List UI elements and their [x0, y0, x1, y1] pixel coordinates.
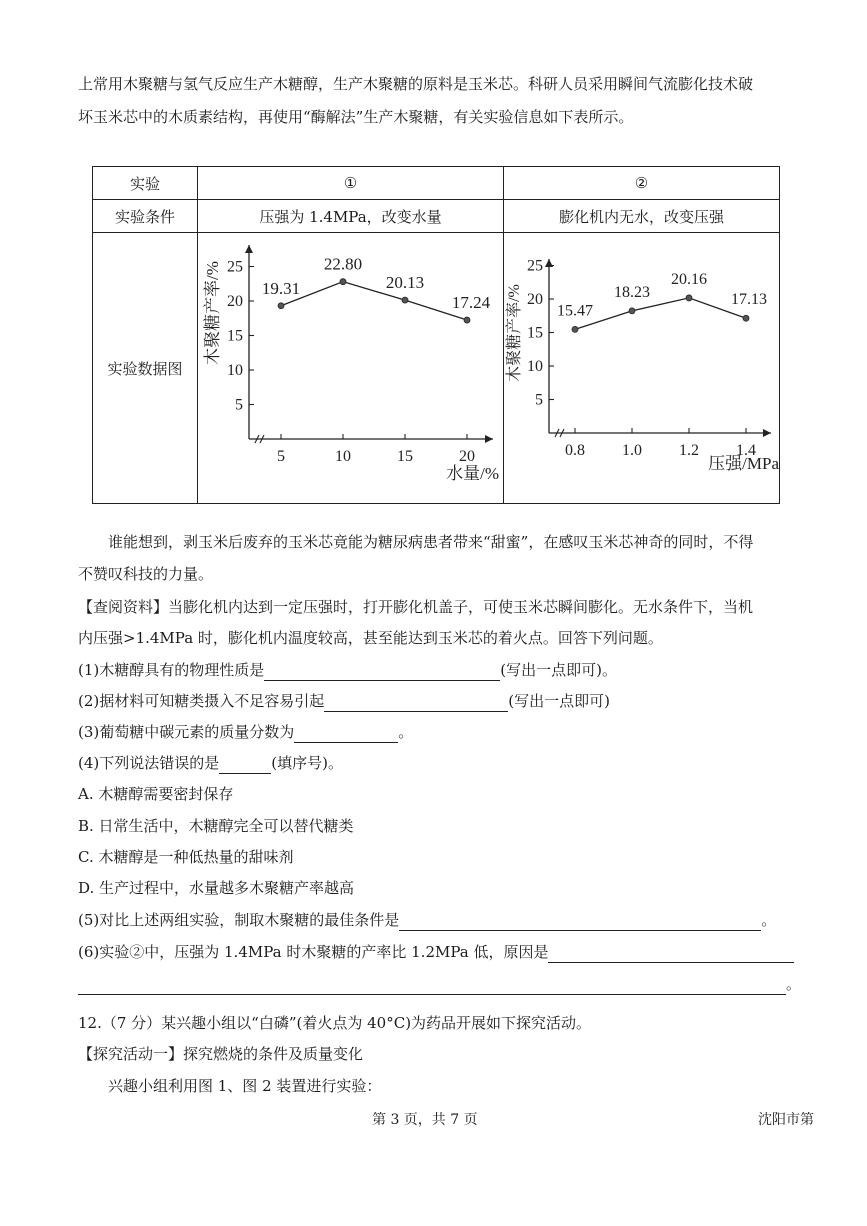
exp1-number: ① — [198, 167, 504, 200]
para-line-2: 不赞叹科技的力量。 — [78, 565, 214, 583]
y-tick-label: 15 — [226, 327, 243, 345]
x-tick-label: 20 — [458, 448, 475, 465]
answer-blank-6-line-2[interactable] — [78, 978, 786, 995]
y-axis-arrow — [245, 245, 253, 253]
activity-heading: 【探究活动一】探究燃烧的条件及质量变化 — [78, 1045, 364, 1063]
data-label: 15.47 — [556, 302, 593, 320]
city-label: 沈阳市第 — [758, 1112, 814, 1128]
y-tick-label: 25 — [226, 258, 243, 276]
data-label: 17.24 — [451, 293, 490, 313]
answer-blank-6[interactable] — [548, 946, 794, 963]
y-axis-label: 木聚糖产率/% — [505, 284, 523, 382]
x-tick-label: 1.2 — [678, 442, 699, 459]
y-tick-label: 15 — [526, 324, 543, 342]
question-5: (5)对比上述两组实验，制取木聚糖的最佳条件是 。 — [78, 911, 777, 929]
x-tick-label: 5 — [276, 448, 285, 465]
series-line — [281, 282, 467, 320]
y-tick-label: 20 — [526, 291, 543, 308]
option-d: D. 生产过程中，水量越多木聚糖产率越高 — [78, 879, 355, 897]
y-tick-label: 25 — [526, 257, 543, 275]
question-3: (3)葡萄糖中碳元素的质量分数为 。 — [78, 723, 414, 741]
x-axis-label: 水量/% — [445, 464, 499, 483]
option-a: A. 木糖醇需要密封保存 — [78, 785, 234, 803]
exp2-number: ② — [504, 167, 780, 200]
answer-blank-1[interactable] — [264, 664, 500, 681]
y-tick-label: 5 — [234, 396, 243, 414]
x-tick-label: 1.0 — [621, 442, 642, 459]
experiment-table — [92, 166, 780, 504]
x-tick-label: 0.8 — [564, 442, 585, 459]
x-tick-label: 15 — [396, 448, 413, 465]
answer-blank-5[interactable] — [399, 914, 761, 931]
x-tick-label: 10 — [334, 448, 351, 465]
chart-row-label: 实验数据图 — [93, 233, 198, 504]
answer-blank-2[interactable] — [324, 695, 508, 712]
y-tick-label: 10 — [226, 362, 243, 379]
y-tick-label: 10 — [526, 358, 543, 375]
data-label: 20.16 — [670, 270, 707, 288]
y-tick-label: 5 — [534, 391, 543, 409]
question-4: (4)下列说法错误的是 (填序号)。 — [78, 754, 343, 772]
reference-line-1: 【查阅资料】当膨化机内达到一定压强时，打开膨化机盖子，可使玉米芯瞬间膨化。无水条件下，当机 — [78, 598, 754, 616]
data-point — [402, 297, 408, 303]
activity-intro: 兴趣小组利用图 1、图 2 装置进行实验： — [108, 1077, 382, 1095]
question-2: (2)据材料可知糖类摄入不足容易引起 (写出一点即可) — [78, 692, 610, 710]
reference-line-2: 内压强>1.4MPa 时，膨化机内温度较高，甚至能达到玉米芯的着火点。回答下列问题。 — [78, 629, 663, 647]
data-point — [278, 303, 284, 309]
data-point — [686, 295, 692, 301]
data-point — [340, 279, 346, 285]
data-point — [629, 308, 635, 314]
question-6-continued: 。 — [78, 973, 801, 995]
x-axis-arrow — [763, 429, 771, 437]
header-label: 实验 — [93, 167, 198, 200]
data-label: 19.31 — [261, 278, 300, 298]
exp1-condition: 压强为 1.4MPa，改变水量 — [198, 200, 504, 233]
exp2-condition: 膨化机内无水，改变压强 — [504, 200, 780, 233]
data-point — [743, 315, 749, 321]
data-label: 17.13 — [730, 291, 767, 309]
answer-blank-3[interactable] — [294, 726, 398, 743]
data-label: 20.13 — [385, 273, 424, 293]
question-6: (6)实验②中，压强为 1.4MPa 时木聚糖的产率比 1.2MPa 低，原因是 — [78, 941, 794, 963]
para-line-1: 谁能想到，剥玉米后废弃的玉米芯竟能为糖尿病患者带来“甜蜜”，在感叹玉米芯神奇的同时，不得 — [108, 533, 754, 551]
data-point — [464, 317, 470, 323]
x-tick-label: 1.4 — [735, 442, 756, 459]
question-1: (1)木糖醇具有的物理性质是 (写出一点即可)。 — [78, 661, 617, 679]
question-12-title: 12.（7 分）某兴趣小组以“白磷”(着火点为 40°C)为药品开展如下探究活动。 — [78, 1014, 592, 1032]
data-point — [572, 326, 578, 332]
chart-pressure — [505, 233, 779, 499]
y-tick-label: 20 — [226, 293, 243, 310]
x-axis-arrow — [485, 435, 493, 443]
condition-label: 实验条件 — [93, 200, 198, 233]
y-axis-label: 木聚糖产率/% — [202, 261, 222, 365]
answer-blank-4[interactable] — [219, 757, 271, 774]
x-axis-label: 压强/MPa — [707, 454, 779, 473]
chart-water-content — [199, 233, 503, 499]
option-b: B. 日常生活中，木糖醇完全可以替代糖类 — [78, 817, 354, 835]
intro-line-2: 坏玉米芯中的木质素结构，再使用“酶解法”生产木聚糖，有关实验信息如下表所示。 — [78, 108, 634, 126]
intro-line-1: 上常用木聚糖与氢气反应生产木糖醇，生产木聚糖的原料是玉米芯。科研人员采用瞬间气流膨化技术破 — [78, 75, 754, 93]
data-label: 18.23 — [613, 283, 650, 301]
data-label: 22.80 — [323, 254, 362, 274]
option-c: C. 木糖醇是一种低热量的甜味剂 — [78, 848, 294, 866]
page-number: 第 3 页，共 7 页 — [372, 1112, 478, 1128]
series-line — [575, 298, 746, 329]
